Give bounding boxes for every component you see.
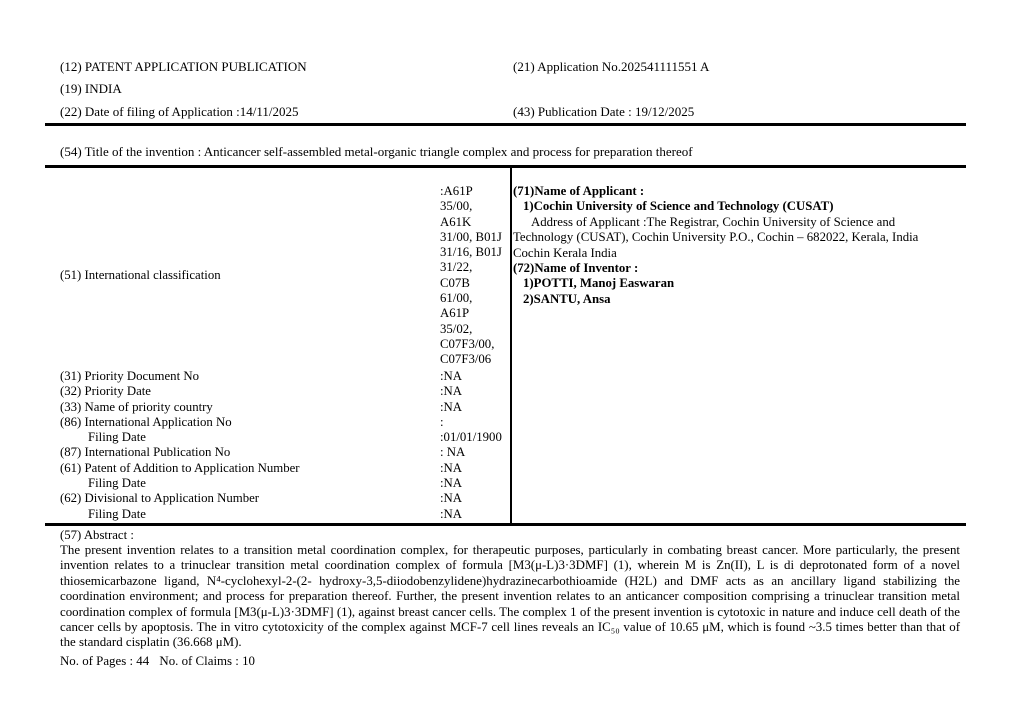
field-row — [60, 445, 508, 460]
applicant-address-line: Technology (CUSAT), Cochin University P.O., Cochin – 682022, Kerala, India — [513, 230, 919, 245]
field-value: :NA — [440, 506, 463, 521]
inventor-heading: (72)Name of Inventor : — [513, 261, 639, 276]
field-row — [60, 461, 508, 476]
classification-codes: :A61P 35/00, A61K 31/00, B01J 31/16, B01J 31/22, C07B 61/00, A61P 35/02, C07F3/00, C07F3/06 — [440, 184, 502, 367]
applicant-inventor-block — [513, 184, 965, 307]
table-bottom-line — [45, 523, 966, 526]
field-value: :NA — [440, 399, 463, 414]
field-row — [60, 369, 508, 384]
field-label: (33) Name of priority country — [60, 399, 213, 414]
field-label: (62) Divisional to Application Number — [60, 491, 260, 506]
title-divider-line — [45, 165, 966, 168]
invention-title: (54) Title of the invention : Anticancer self-assembled metal-organic triangle complex and process for preparation thereof — [60, 144, 693, 159]
field-value: :NA — [440, 476, 463, 491]
claims-count: No. of Claims : 10 — [159, 654, 255, 668]
field-row — [60, 476, 508, 491]
classification-label: (51) International classification — [60, 268, 221, 282]
inventor-name: 1)POTTI, Manoj Easwaran — [523, 276, 675, 291]
field-row — [60, 400, 508, 415]
field-value: :NA — [440, 491, 463, 506]
abstract-heading: (57) Abstract : — [60, 528, 134, 542]
application-number: (21) Application No.202541111551 A — [513, 59, 710, 74]
filing-date: (22) Date of filing of Application :14/11/2025 — [60, 104, 299, 119]
field-label: (31) Priority Document No — [60, 369, 199, 383]
field-row — [60, 507, 508, 522]
country: (19) INDIA — [60, 81, 122, 96]
field-label: (61) Patent of Addition to Application Number — [60, 460, 300, 475]
field-row — [60, 415, 508, 430]
applicant-heading: (71)Name of Applicant : — [513, 184, 645, 198]
page-claim-counts — [60, 654, 255, 669]
field-label: (32) Priority Date — [60, 384, 151, 399]
field-label: Filing Date — [88, 430, 146, 445]
field-value: : NA — [440, 445, 466, 460]
applicant-address-line: Cochin Kerala India — [513, 245, 617, 260]
field-value: :NA — [440, 369, 463, 383]
applicant-name: 1)Cochin University of Science and Technology (CUSAT) — [523, 199, 834, 214]
field-label: Filing Date — [88, 506, 146, 521]
field-label: (87) International Publication No — [60, 445, 231, 460]
abstract-text: The present invention relates to a transition metal coordination complex, for therapeutic purposes, particularly in combating breast cancer. More particularly, the present invention relates to a trinuclear transition metal coordination complex of formula [M3(μ-L)3·3DMF] (1), wherein M is Zn(II), L is di deprotonated form of a novel thiosemicarbazone ligand, N⁴-cyclohexyl-2-(2- hydroxy-3,5-diiodobenzylidene)hydrazinecarbothioamide (H2L) and DMF acts as an ancillary ligand stabilizing the coordination environment; and process for preparation thereof. Further, the present invention relates to an anticancer composition comprising a trinuclear transition metal coordination complex of formula [M3(μ-L)3·3DMF] (1), against breast cancer cells. The complex 1 of the present invention is cytotoxic in nature and induce cell death of the cancer cells by apoptosis. The in vitro cytotoxicity of the complex against MCF-7 cell lines reveals an IC₅₀ value of 10.65 μM, which is found ~3.5 times better than that of the standard cisplatin (36.668 μM). — [60, 543, 960, 650]
bibliographic-fields — [60, 369, 508, 522]
field-row — [60, 491, 508, 506]
field-value: :NA — [440, 384, 463, 399]
field-value: :01/01/1900 — [440, 430, 502, 445]
field-row — [60, 384, 508, 399]
publication-date: (43) Publication Date : 19/12/2025 — [513, 104, 695, 119]
field-value: :NA — [440, 460, 463, 475]
field-label: Filing Date — [88, 476, 146, 491]
field-row — [60, 430, 508, 445]
applicant-address-line: Address of Applicant :The Registrar, Cochin University of Science and — [531, 214, 896, 229]
header-divider-line — [45, 123, 966, 126]
publication-type: (12) PATENT APPLICATION PUBLICATION — [60, 59, 307, 74]
field-value: : — [440, 414, 444, 429]
field-label: (86) International Application No — [60, 414, 232, 429]
pages-count: No. of Pages : 44 — [60, 654, 150, 668]
inventor-name: 2)SANTU, Ansa — [523, 291, 611, 306]
